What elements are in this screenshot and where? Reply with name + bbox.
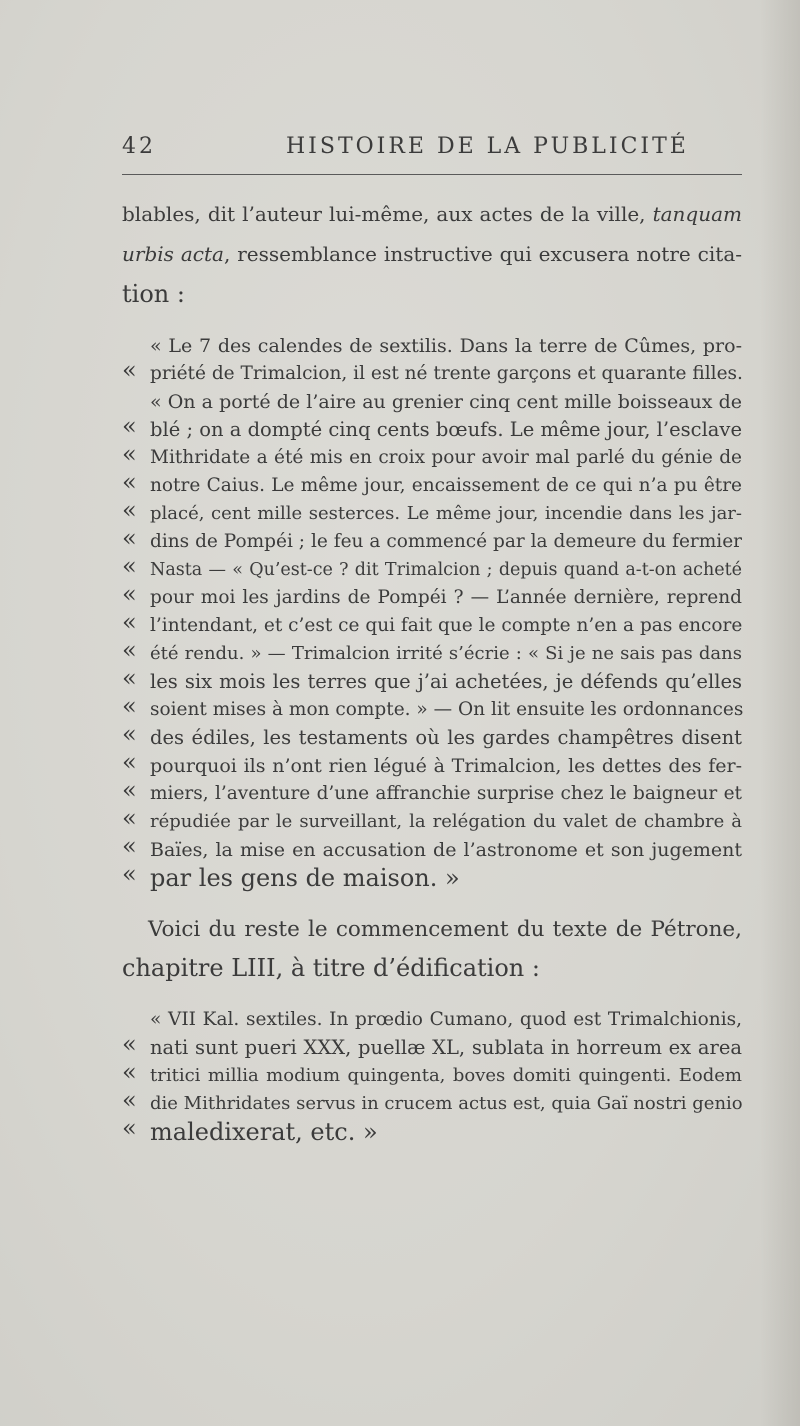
middle-line-2: chapitre LIII, à titre d’édification : <box>122 954 540 982</box>
quote-fr-line: blé ; on a dompté cinq cents bœufs. Le même jour, l’esclave <box>150 418 742 441</box>
quote-mark: « <box>122 580 137 608</box>
quote-mark: « <box>122 776 137 804</box>
quote-mark: « <box>122 496 137 524</box>
quote-fr-line: Mithridate a été mis en croix pour avoir mal parlé du génie de <box>150 447 742 468</box>
quote-mark: « <box>122 524 137 552</box>
page-header <box>122 134 742 164</box>
intro-line-3: tion : <box>122 280 185 308</box>
quote-fr-line: miers, l’aventure d’une affranchie surprise chez le baigneur et <box>150 783 742 804</box>
quote-mark: « <box>122 1030 137 1058</box>
header-rule <box>122 174 742 175</box>
quote-mark: « <box>122 356 137 384</box>
quote-fr-line: répudiée par le surveillant, la relégation du valet de chambre à <box>150 811 742 832</box>
quote-fr-line: « Le 7 des calendes de sextilis. Dans la terre de Cûmes, pro- <box>150 335 742 357</box>
quote-fr-line: l’intendant, et c’est ce qui fait que le compte n’en a pas encore <box>150 615 743 636</box>
quote-mark: « <box>122 860 137 888</box>
quote-la-line: tritici millia modium quingenta, boves domiti quingenti. Eodem <box>150 1065 742 1086</box>
quote-la-line: maledixerat, etc. » <box>150 1118 378 1146</box>
page-edge-shadow <box>760 0 800 1426</box>
quote-fr-line: des édiles, les testaments où les gardes champêtres disent <box>150 726 742 749</box>
quote-fr-line: priété de Trimalcion, il est né trente garçons et quarante filles. <box>150 363 743 384</box>
quote-mark: « <box>122 440 137 468</box>
quote-mark: « <box>122 1058 137 1086</box>
quote-fr-line: notre Caius. Le même jour, encaissement de ce qui n’a pu être <box>150 475 742 496</box>
quote-mark: « <box>122 664 137 692</box>
quote-mark: « <box>122 468 137 496</box>
quote-fr-line: les six mois les terres que j’ai achetées, je défends qu’elles <box>150 670 742 693</box>
quote-mark: « <box>122 832 137 860</box>
quote-mark: « <box>122 552 137 580</box>
quote-fr-line: dins de Pompéi ; le feu a commencé par la demeure du fermier <box>150 531 742 552</box>
quote-fr-line: pour moi les jardins de Pompéi ? — L’année dernière, reprend <box>150 587 742 608</box>
quote-fr-line: soient mises à mon compte. » — On lit ensuite les ordonnances <box>150 699 744 720</box>
quote-mark: « <box>122 692 137 720</box>
quote-fr-line: placé, cent mille sesterces. Le même jour, incendie dans les jar- <box>150 503 742 524</box>
quote-mark: « <box>122 748 137 776</box>
quote-la-line: nati sunt pueri XXX, puellæ XL, sublata in horreum ex area <box>150 1036 742 1059</box>
quote-fr-line: été rendu. » — Trimalcion irrité s’écrie : « Si je ne sais pas dans <box>150 643 742 664</box>
quote-mark: « <box>122 720 137 748</box>
middle-line-1: Voici du reste le commencement du texte de Pétrone, <box>148 917 742 942</box>
quote-fr-line: Baïes, la mise en accusation de l’astronome et son jugement <box>150 839 742 861</box>
quote-fr-line: par les gens de maison. » <box>150 864 460 892</box>
quote-mark: « <box>122 412 137 440</box>
quote-la-line: « VII Kal. sextiles. In prœdio Cumano, quod est Trimalchionis, <box>150 1009 742 1030</box>
quote-mark: « <box>122 636 137 664</box>
running-title: HISTOIRE DE LA PUBLICITÉ <box>286 134 689 159</box>
intro-line-1: blables, dit l’auteur lui-même, aux actes de la ville, tanquam <box>122 202 742 226</box>
page-number: 42 <box>122 134 156 159</box>
quote-mark: « <box>122 608 137 636</box>
quote-mark: « <box>122 1114 137 1142</box>
quote-la-line: die Mithridates servus in crucem actus est, quia Gaï nostri genio <box>150 1093 743 1114</box>
quote-fr-line: pourquoi ils n’ont rien légué à Trimalcion, les dettes des fer- <box>150 755 742 777</box>
quote-mark: « <box>122 804 137 832</box>
quote-fr-line: « On a porté de l’aire au grenier cinq cent mille boisseaux de <box>150 391 742 413</box>
intro-line-2: urbis acta, ressemblance instructive qui excusera notre cita- <box>122 242 742 266</box>
quote-fr-line: Nasta — « Qu’est-ce ? dit Trimalcion ; depuis quand a-t-on acheté <box>150 560 742 580</box>
quote-mark: « <box>122 1086 137 1114</box>
